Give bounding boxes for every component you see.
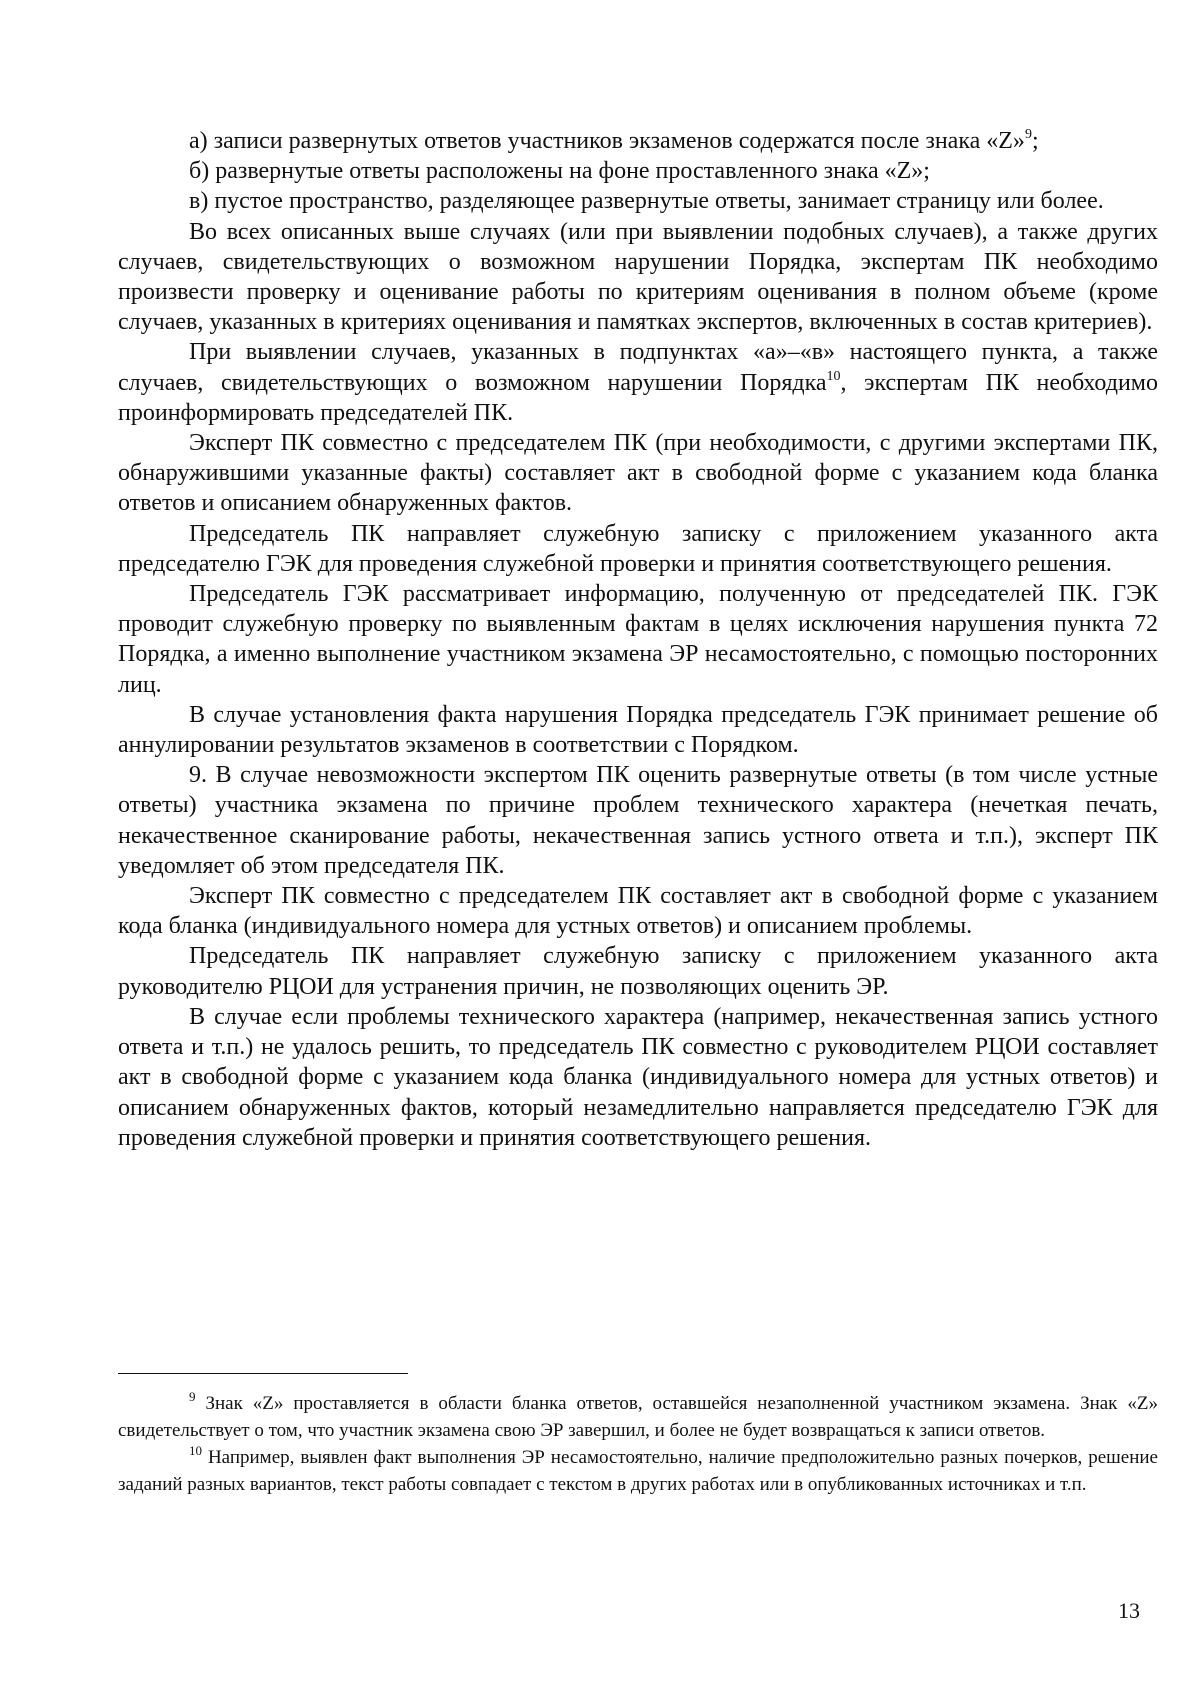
paragraph-item-9: 9. В случае невозможности экспертом ПК оценить развернутые ответы (в том числе устные ответы) участника экзамена по причине проблем технического характера (нечеткая печать, некачественное сканирование работы, некачественная запись устного ответа и т.п.), эксперт ПК уведомляет об этом председателя ПК. — [118, 762, 1158, 879]
footnote-text: Знак «Z» проставляется в области бланка ответов, оставшейся незаполненной участником экзамена. Знак «Z» свидетельствует о том, что участник экзамена свою ЭР завершил, и более не будет возвращаться к записи ответов. — [118, 1393, 1158, 1441]
paragraph-c: в) пустое пространство, разделяющее развернутые ответы, занимает страницу или более. — [189, 188, 1104, 215]
paragraph: Председатель ПК направляет служебную записку с приложением указанного акта председателю ГЭК для проведения служебной проверки и принятия соответствующего решения. — [118, 520, 1158, 577]
paragraph: В случае если проблемы технического характера (например, некачественная запись устного ответа и т.п.) не удалось решить, то председатель ПК совместно с руководителем РЦОИ составляет акт в свободной форме с указанием кода бланка (индивидуального номера для устных ответов) и описанием обнаруженных фактов, который незамедлительно направляется председателю ГЭК для проведения служебной проверки и принятия соответствующего решения. — [118, 1003, 1158, 1151]
footnote-separator — [118, 1373, 408, 1374]
footnote-ref-10[interactable]: 10 — [826, 368, 841, 384]
footnote-10 — [118, 1444, 1158, 1498]
paragraph: Эксперт ПК совместно с председателем ПК (при необходимости, с другими экспертами ПК, обнаружившими указанные факты) составляет акт в свободной форме с указанием кода бланка ответов и описанием обнаруженных фактов. — [118, 430, 1158, 517]
page-number: 13 — [1118, 1598, 1140, 1623]
footnote-number: 10 — [189, 1443, 202, 1458]
footnote-9 — [118, 1390, 1158, 1444]
paragraph: Во всех описанных выше случаях (или при выявлении подобных случаев), а также других случаев, свидетельствующих о возможном нарушении Порядка, экспертам ПК необходимо произвести проверку и оценивание работы по критериям оценивания в полном объеме (кроме случаев, указанных в критериях оценивания и памятках экспертов, включенных в состав критериев). — [118, 218, 1158, 336]
paragraph: Председатель ГЭК рассматривает информацию, полученную от председателей ПК. ГЭК проводит служебную проверку по выявленным фактам в целях исключения нарушения пункта 72 Порядка, а именно выполнение участником экзамена ЭР несамостоятельно, с помощью посторонних лиц. — [118, 581, 1158, 698]
paragraph: В случае установления факта нарушения Порядка председатель ГЭК принимает решение об аннулировании результатов экзаменов в соответствии с Порядком. — [118, 701, 1158, 759]
footnote-text: Например, выявлен факт выполнения ЭР несамостоятельно, наличие предположительно разных почерков, решение заданий разных вариантов, текст работы совпадает с текстом в других работах или в опубликованных источниках и т.п. — [118, 1447, 1158, 1495]
paragraph-a: а) записи развернутых ответов участников экзаменов содержатся после знака «Z»$^9$; — [189, 127, 1039, 154]
paragraph-b: б) развернутые ответы расположены на фоне проставленного знака «Z»; — [189, 158, 930, 185]
paragraph: Председатель ПК направляет служебную записку с приложением указанного акта руководителю РЦОИ для устранения причин, не позволяющих оценить ЭР. — [118, 943, 1158, 1000]
footnotes — [118, 1390, 1158, 1498]
paragraph: При выявлении случаев, указанных в подпунктах «а»–«в» настоящего пункта, а также случаев, свидетельствующих о возможном нарушении Порядка$^{10}$, экспертам ПК необходимо проинформировать председателей ПК. — [118, 339, 1158, 426]
paragraph: Эксперт ПК совместно с председателем ПК составляет акт в свободной форме с указанием кода бланка (индивидуального номера для устных ответов) и описанием проблемы. — [118, 883, 1158, 940]
footnote-ref-9[interactable]: 9 — [1024, 127, 1032, 142]
footnote-number: 9 — [189, 1389, 196, 1404]
body-text — [118, 126, 1158, 1153]
